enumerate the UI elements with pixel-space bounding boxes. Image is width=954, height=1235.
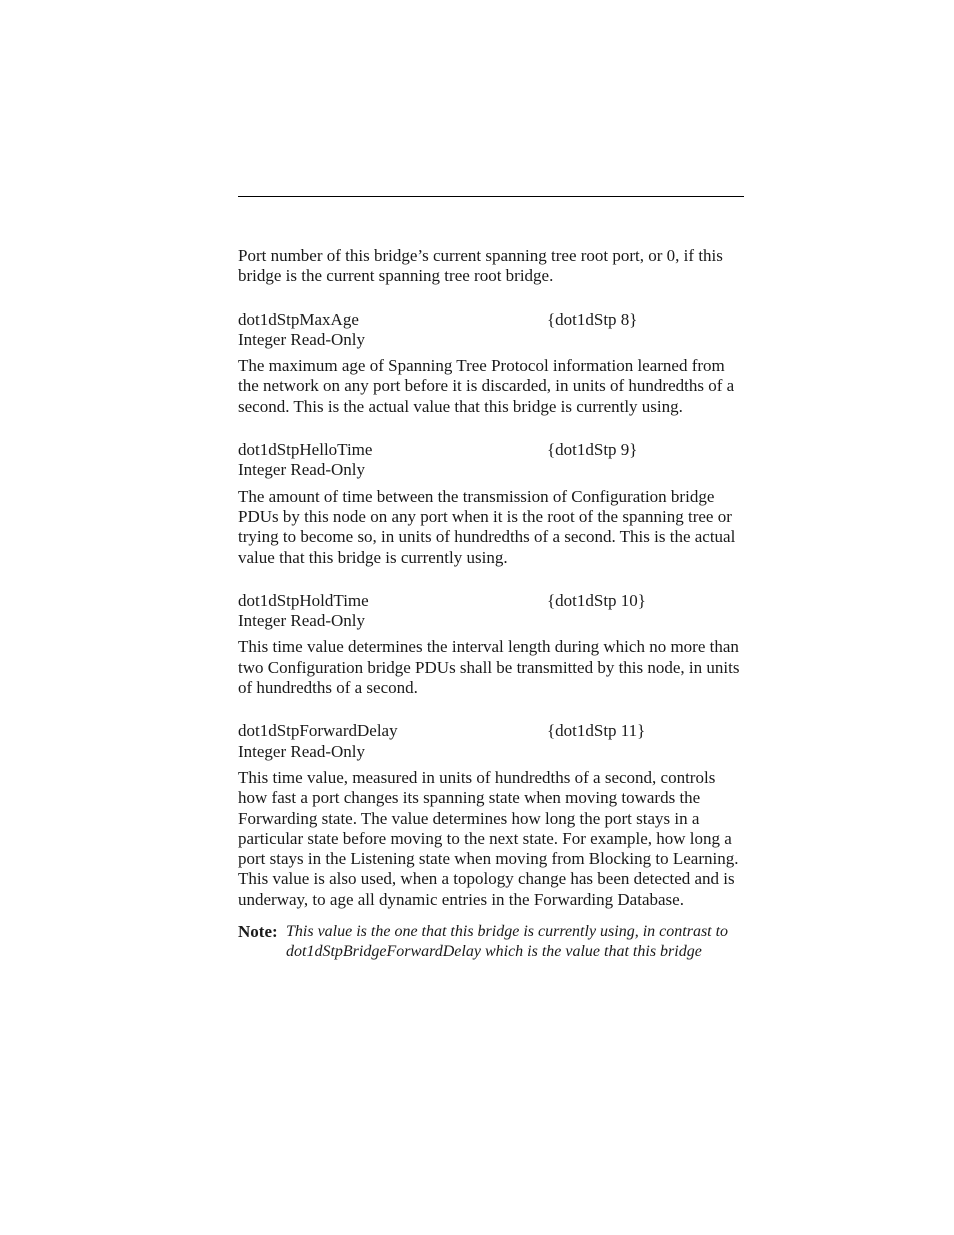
object-name: dot1dStpForwardDelay	[238, 721, 398, 741]
object-name: dot1dStpHelloTime	[238, 440, 373, 460]
object-header	[238, 440, 748, 460]
object-description: This time value determines the interval length during which no more than two Configuration bridge PDUs shall be transmitted by this node, in units of hundredths of a second.	[238, 637, 740, 698]
mib-object-forward-delay	[238, 721, 748, 910]
object-oid: {dot1dStp 8}	[547, 309, 638, 329]
object-type: Integer Read-Only	[238, 611, 365, 631]
object-type: Integer Read-Only	[238, 741, 365, 761]
object-description: The amount of time between the transmission of Configuration bridge PDUs by this node on any port when it is the root of the spanning tree or trying to become so, in units of hundredths of a second. This is the actual value that this bridge is currently using.	[238, 486, 736, 567]
header-rule	[238, 196, 744, 197]
object-header	[238, 591, 748, 611]
note-text: This value is the one that this bridge is currently using, in contrast to dot1dStpBridgeForwardDelay which is the value that this bridge	[286, 923, 729, 961]
mib-object-hello-time	[238, 440, 748, 568]
object-name: dot1dStpHoldTime	[238, 590, 369, 610]
object-description: This time value, measured in units of hundredths of a second, controls how fast a port changes its spanning state when moving towards the Forwarding state. The value determines how long the port stays in a particular state before moving to the next state. For example, how long a port stays in the Listening state when moving from Blocking to Learning. This value is also used, when a topology change has been detected and is underway, to age all dynamic entries in the Forwarding Database.	[238, 767, 739, 909]
mib-object-hold-time	[238, 591, 748, 698]
object-description: The maximum age of Spanning Tree Protocol information learned from the network on any port before it is discarded, in units of hundredths of a second. This is the actual value that this bridge is currently using.	[238, 356, 735, 416]
intro-paragraph: Port number of this bridge’s current spanning tree root port, or 0, if this bridge is the current spanning tree root bridge.	[238, 246, 723, 286]
object-oid: {dot1dStp 9}	[547, 440, 638, 460]
document-body	[238, 246, 748, 963]
object-type: Integer Read-Only	[238, 329, 365, 349]
note-block	[238, 922, 748, 963]
note-label: Note:	[238, 922, 278, 942]
object-oid: {dot1dStp 11}	[547, 721, 646, 741]
mib-object-max-age	[238, 310, 748, 417]
object-name: dot1dStpMaxAge	[238, 309, 359, 329]
object-header	[238, 310, 748, 330]
object-oid: {dot1dStp 10}	[547, 590, 646, 610]
object-type: Integer Read-Only	[238, 460, 365, 480]
object-header	[238, 721, 748, 741]
